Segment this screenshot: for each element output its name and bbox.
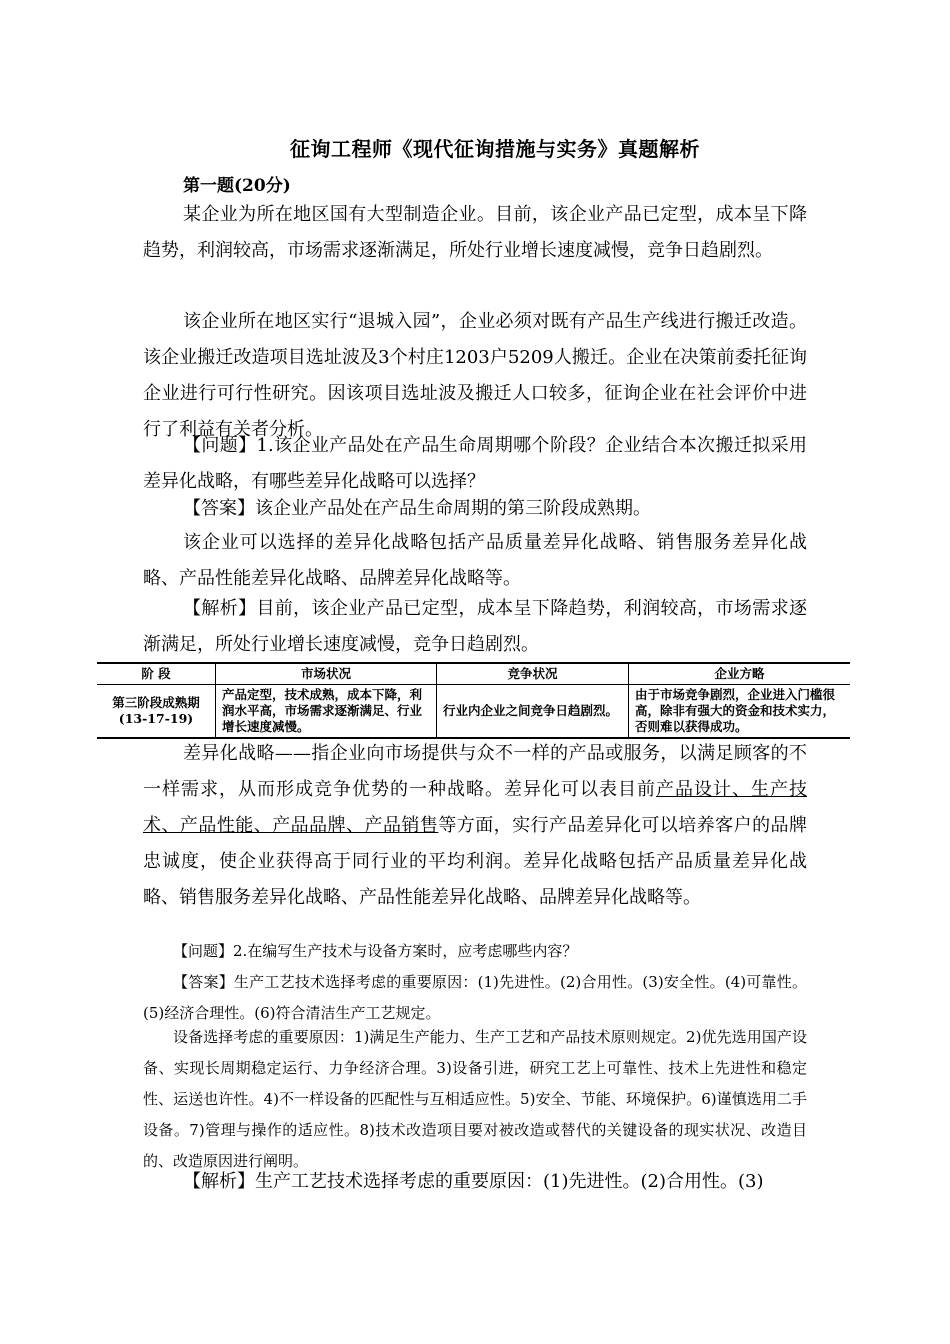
analysis-2: 【解析】生产工艺技术选择考虑的重要原因：(1)先进性。(2)合用性。(3) [183, 1171, 764, 1192]
answer-2: 【答案】生产工艺技术选择考虑的重要原因：(1)先进性。(2)合用性。(3)安全性。(4)可靠性。(5)经济合理性。(6)符合清洁生产工艺规定。 [143, 973, 807, 1022]
question-2: 【问题】2.在编写生产技术与设备方案时，应考虑哪些内容？ [173, 942, 578, 960]
table-cell-market: 产品定型，技术成熟，成本下降，利润水平高，市场需求逐渐满足、行业增长速度减慢。 [216, 685, 437, 739]
table-cell-competition: 行业内企业之间竞争日趋剧烈。 [437, 685, 629, 739]
differentiation-underlined: 产品设计、生产技术、产品性能、产品品牌、产品销售 [143, 779, 807, 836]
paragraph-differentiation [143, 736, 807, 916]
answer-2-equipment: 设备选择考虑的重要原因：1)满足生产能力、生产工艺和产品技术原则规定。2)优先选用国产设备、实现长周期稳定运行、力争经济合理。3)设备引进，研究工艺上可靠性、技术上先进性和稳定性、运送也许性。4)不一样设备的匹配性与互相适应性。5)安全、节能、环境保护。6)谨慎选用二手设备。7)管理与操作的适应性。8)技术改造项目要对被改造或替代的关键设备的现实状况、改造目的、改造原因进行阐明。 [143, 1028, 807, 1170]
paragraph-case-intro: 某企业为所在地区国有大型制造企业。目前，该企业产品已定型，成本呈下降趋势，利润较高，市场需求逐渐满足，所处行业增长速度减慢，竞争日趋剧烈。 [143, 204, 807, 261]
analysis-1: 【解析】目前，该企业产品已定型，成本呈下降趋势，利润较高，市场需求逐渐满足，所处行业增长速度减慢，竞争日趋剧烈。 [143, 598, 807, 655]
paragraph-relocation: 该企业所在地区实行“退城入园”，企业必须对既有产品生产线进行搬迁改造。该企业搬迁改造项目选址波及3个村庄1203户5209人搬迁。企业在决策前委托征询企业进行可行性研究。因该项目选址波及搬迁人口较多，征询企业在社会评价中进行了利益有关者分析。 [143, 311, 807, 440]
differentiation-text-a: 差异化战略——指企业向市场提供与众不一样的产品或服务，以满足顾客的不一样需求，从而形成竞争优势的一种战略。差异化可以表目前 [143, 743, 807, 800]
table-cell-stage: 第三阶段成熟期(13-17-19) [97, 685, 216, 739]
table-row [97, 685, 850, 739]
question-1: 【问题】1.该企业产品处在产品生命周期哪个阶段？企业结合本次搬迁拟采用差异化战略，有哪些差异化战略可以选择？ [143, 435, 807, 492]
lifecycle-table [97, 662, 850, 739]
differentiation-text-b: 等方面，实行产品差异化可以培养客户的品牌忠诚度，使企业获得高于同行业的平均利润。差异化战略包括产品质量差异化战略、销售服务差异化战略、产品性能差异化战略、品牌差异化战略等。 [143, 815, 807, 908]
document-title: 征询工程师《现代征询措施与实务》真题解析 [290, 137, 700, 161]
table-cell-strategy: 由于市场竞争剧烈，企业进入门槛很高，除非有强大的资金和技术实力，否则难以获得成功。 [629, 685, 851, 739]
table-header-row [97, 663, 850, 685]
table-header-cell: 市场状况 [216, 663, 437, 685]
table-header-cell: 企业方略 [629, 663, 851, 685]
answer-1-detail: 该企业可以选择的差异化战略包括产品质量差异化战略、销售服务差异化战略、产品性能差异化战略、品牌差异化战略等。 [143, 532, 807, 589]
table-header-cell: 竞争状况 [437, 663, 629, 685]
answer-1: 【答案】该企业产品处在产品生命周期的第三阶段成熟期。 [183, 498, 651, 519]
table-header-cell: 阶 段 [97, 663, 216, 685]
section-heading: 第一题(20分) [183, 176, 291, 196]
